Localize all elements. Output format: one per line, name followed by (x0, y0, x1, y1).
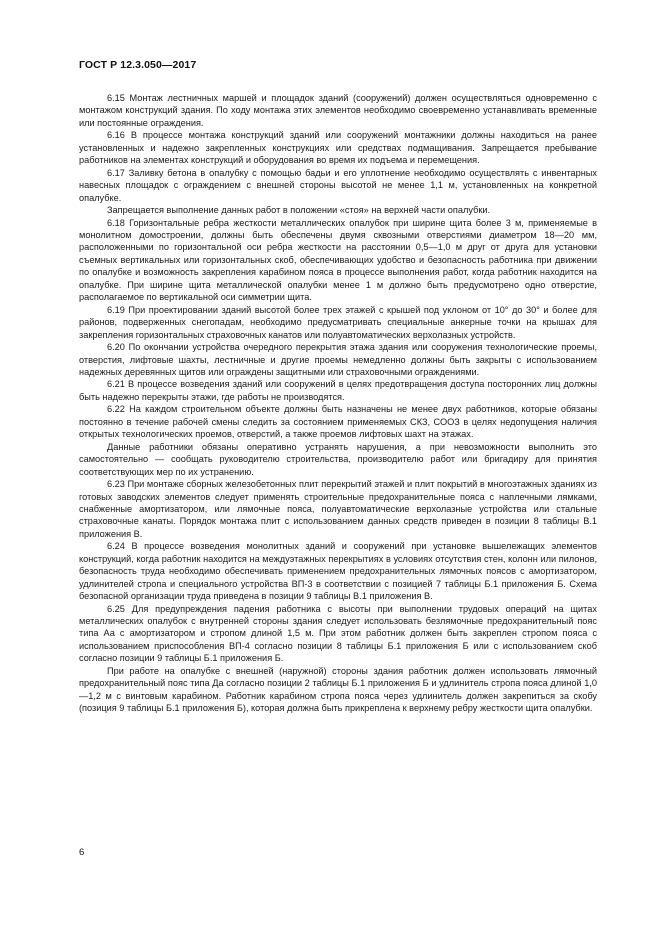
paragraph-6-25: 6.25 Для предупреждения падения работника с высоты при выполнении трудовых операций на щитах металлических опалубок с внутренней стороны здания следует использовать безлямочные предохранительный пояс типа Аа с амортизатором и стропом длиной 1,5 м. При этом работник должен быть закреплен стропом пояса с использованием приспособления ВП-4 согласно позиции 8 таблицы Б.1 приложения Б или с использованием скоб согласно позиции 9 таблицы Б.1 приложения Б. (79, 603, 597, 664)
paragraph-6-23: 6.23 При монтаже сборных железобетонных плит перекрытий этажей и плит покрытий в многоэтажных зданиях из готовых заводских элементов следует применять строительные предохранительные пояса с наплечными лямками, снабженные амортизатором, или лямочные пояса, полуавтоматические верхолазные устройства или стальные страховочные канаты. Порядок монтажа плит с использованием данных средств приведен в позиции 8 таблицы В.1 приложения В. (79, 479, 597, 539)
paragraph-6-17-note: Запрещается выполнение данных работ в положении «стоя» на верхней части опалубки. (107, 205, 491, 216)
paragraph-6-21: 6.21 В процессе возведения зданий или сооружений в целях предотвращения доступа посторонних лиц должны быть надежно перекрыты этажи, где работы не производятся. (79, 379, 597, 402)
paragraph-6-22-note: Данные работники обязаны оперативно устранять нарушения, а при невозможности выполнить это самостоятельно — сообщать руководителю строительства, производителю работ или бригадиру для принятия соответствующих мер по их устранению. (79, 441, 597, 477)
document-body (79, 92, 597, 715)
paragraph-6-19: 6.19 При проектировании зданий высотой более трех этажей с крышей под уклоном от 10° до 30° и более для районов, подверженных снегопадам, необходимо предусматривать специальные анкерные точки на крышах для закрепления горизонтальных страховочных канатов или полуавтоматических верхолазных устройств. (79, 304, 597, 340)
paragraph-6-22: 6.22 На каждом строительном объекте должны быть назначены не менее двух работников, которые обязаны постоянно в течение рабочей смены следить за состоянием применяемых СКЗ, СООЗ в целях недопущения наличия открытых технологических проемов, отверстий, а также проемов лифтовых шахт на этажах. (79, 404, 597, 440)
paragraph-6-17: 6.17 Заливку бетона в опалубку с помощью бадьи и его уплотнение необходимо осуществлять с инвентарных навесных площадок с ограждением с внешней стороны высотой не менее 1,1 м, установленных на конкретной опалубке. (79, 167, 597, 203)
paragraph-6-25-note: При работе на опалубке с внешней (наружной) стороны здания работник должен использовать лямочный предохранительный пояс типа Да согласно позиции 2 таблицы Б.1 приложения Б и удлинитель стропа пояса длиной 1,0—1,2 м с винтовым карабином. Работник карабином стропа пояса через удлинитель должен закрепиться за скобу (позиция 9 таблицы Б.1 приложения Б), которая должна быть прикреплена к верхнему ребру жесткости щита опалубки. (79, 665, 597, 714)
paragraph-6-15: 6.15 Монтаж лестничных маршей и площадок зданий (сооружений) должен осуществляться одновременно с монтажом конструкций здания. По ходу монтажа этих элементов необходимо своевременно устанавливать временные или постоянные ограждения. (79, 93, 597, 128)
paragraph-6-18: 6.18 Горизонтальные ребра жесткости металлических опалубок при ширине щита более 3 м, применяемые в монолитном домостроении, должны быть обеспечены двумя сквозными отверстиями диаметром 18—20 мм, расположенными по горизонтальной оси ребра жесткости на расстоянии 0,5—1,0 м друг от друга для установки съемных вертикальных или горизонтальных скоб, обеспечивающих удобство и безопасность работника при движении по опалубке и возможность закрепления карабином пояса в процессе выполнения работ, когда работник находится на опалубке. При ширине щита металлической опалубки менее 1 м должно быть предусмотрено одно отверстие, располагаемое по вертикальной оси симметрии щита. (79, 217, 597, 303)
page-number: 6 (79, 847, 85, 858)
paragraph-6-24: 6.24 В процессе возведения монолитных зданий и сооружений при установке вышележащих элементов конструкций, когда работник находится на междуэтажных перекрытиях в условиях отсутствия стен, колонн или пилонов, безопасность труда необходимо обеспечивать применением предохранительных лямочных поясов с амортизатором, удлинителей стропа и специального устройства ВП-3 в соответствии с позицией 7 таблицы Б.1 приложения Б. Схема безопасной организации труда приведена в позиции 9 таблицы В.1 приложения В. (79, 541, 597, 602)
paragraph-6-16: 6.16 В процессе монтажа конструкций зданий или сооружений монтажники должны находиться на ранее установленных и надежно закрепленных конструкциях или средствах подмащивания. Запрещается пребывание работников на элементах конструкций и оборудования во время их подъема и перемещения. (79, 130, 597, 166)
document-header: ГОСТ Р 12.3.050—2017 (79, 59, 197, 71)
paragraph-6-20: 6.20 По окончании устройства очередного перекрытия этажа здания или сооружения технологические проемы, отверстия, лифтовые шахты, лестничные и другие проемы немедленно должны быть закрыты с использованием надежных деревянных щитов или ограждены защитными или страховочными ограждениями. (79, 342, 597, 377)
